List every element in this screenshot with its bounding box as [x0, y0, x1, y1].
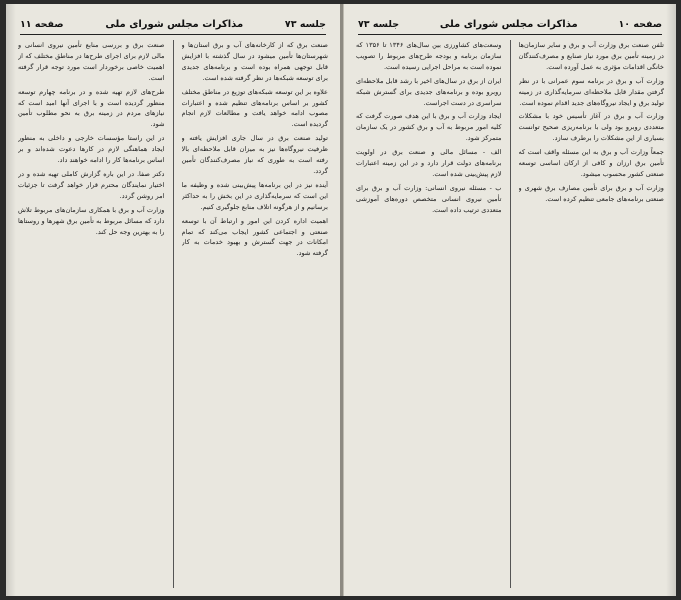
paragraph: تولید صنعت برق در سال جاری افزایش یافته و ظرفیت نیروگاه‌ها نیز به میزان قابل ملاحظه‌ای بالا رفته است به طوری که نیاز مصرف‌کنندگان تأمین گردد.: [181, 134, 328, 175]
text-column-left: [356, 40, 502, 588]
paragraph: وسعت‌های کشاورزی بین سال‌های ۱۳۴۶ تا ۱۳۵۶ که سازمان برنامه و بودجه طرح‌های مربوط را تصویب نموده است به مراحل اجرایی رسیده است.: [356, 41, 502, 71]
right-page: [343, 4, 676, 596]
text-column-right: [182, 40, 329, 588]
paragraph: الف - مسائل مالی و صنعت برق در اولویت برنامه‌های دولت قرار دارد و در این زمینه اعتبارات لازم پیش‌بینی شده است.: [356, 148, 502, 178]
page-edge-shadow: [666, 4, 676, 596]
left-page-header: [20, 14, 326, 35]
paragraph: دکتر صفا. در این باره گزارش کاملی تهیه شده و در اختیار نمایندگان محترم قرار خواهد گرفت تا جزئیات امر روشن گردد.: [18, 169, 165, 200]
paragraph: وزارت آب و برق در برنامه سوم عمرانی با در نظر گرفتن مقدار قابل ملاحظه‌ای سرمایه‌گذاری در زمینه تولید برق و ایجاد نیروگاه‌های جدید اقدام نموده است.: [518, 76, 664, 107]
paragraph: طرح‌های لازم تهیه شده و در برنامه چهارم توسعه منظور گردیده است و با اجرای آنها امید است که نیازهای مردم در زمینه برق به نحو مطلوب تأمین شود.: [18, 87, 165, 129]
text-column-right: [519, 40, 665, 588]
paragraph: وزارت آب و برق برای تأمین مصارف برق شهری و صنعتی برنامه‌های جامعی تنظیم کرده است.: [518, 183, 664, 203]
session-label: جلسه ۷۳: [284, 18, 326, 30]
book-spread: [6, 4, 675, 596]
paragraph: علاوه بر این توسعه شبکه‌های توزیع در مناطق مختلف کشور بر اساس برنامه‌های تنظیم شده و اعتبارات مصوب ادامه خواهد یافت و مطالعات لازم انجام گردیده است.: [181, 87, 328, 129]
paragraph: آینده نیز در این برنامه‌ها پیش‌بینی شده و وظیفه ما این است که سرمایه‌گذاری در این بخش را به حداکثر برسانیم و از هرگونه اتلاف منابع جلوگیری کنیم.: [181, 180, 328, 211]
left-page: [6, 4, 341, 596]
paragraph: ایجاد وزارت آب و برق با این هدف صورت گرفت که کلیه امور مربوط به آب و برق کشور در یک سازمان متمرکز شود.: [356, 112, 502, 143]
paragraph: صنعت برق و بررسی منابع تأمین نیروی انسانی و مالی لازم برای اجرای طرح‌ها در مناطق مختلف که از اهمیت خاصی برخوردار است مورد توجه قرار گرفته است.: [18, 41, 165, 82]
column-divider: [510, 40, 511, 588]
paragraph: ایران از برق در سال‌های اخیر با رشد قابل ملاحظه‌ای روبرو بوده و برنامه‌های جدیدی برای گسترش شبکه سراسری در دست اجراست.: [356, 76, 502, 107]
page-number: صفحه ۱۱: [20, 18, 64, 30]
session-label: جلسه ۷۳: [358, 18, 400, 30]
paragraph: تلفن صنعت برق وزارت آب و برق و سایر سازمان‌ها در زمینه تأمین برق مورد نیاز صنایع و مصرف‌کنندگان خانگی اقدامات مؤثری به عمل آورده است.: [518, 41, 664, 71]
paragraph: وزارت آب و برق با همکاری سازمان‌های مربوط تلاش دارد که مسائل مربوط به تأمین برق شهرها و روستاها را به بهترین وجه حل کند.: [18, 205, 165, 236]
paragraph: صنعت برق که از کارخانه‌های آب و برق استان‌ها و شهرستان‌ها تأمین میشود در سال گذشته با افزایش قابل توجهی همراه بوده است و برنامه‌های جدیدی برای توسعه شبکه‌ها در نظر گرفته شده است.: [181, 41, 328, 82]
paragraph: اهمیت اداره کردن این امور و ارتباط آن با توسعه صنعتی و اجتماعی کشور ایجاب می‌کند که تمام امکانات در جهت گسترش و بهبود خدمات به کار گرفته شود.: [181, 216, 328, 258]
paragraph: در این راستا مؤسسات خارجی و داخلی به منظور ایجاد هماهنگی لازم در کارها دعوت شده‌اند و بر اساس برنامه‌ها کار را ادامه خواهند داد.: [18, 134, 165, 165]
paragraph: وزارت آب و برق در آغاز تأسیس خود با مشکلات متعددی روبرو بود ولی با برنامه‌ریزی صحیح توانست بسیاری از این مشکلات را برطرف سازد.: [518, 112, 664, 143]
page-edge-shadow: [6, 4, 16, 596]
paragraph: جمعاً وزارت آب و برق به این مسئله واقف است که تأمین برق ارزان و کافی از ارکان اساسی توسعه صنعتی کشور محسوب میشود.: [518, 148, 664, 178]
paragraph: ب - مسئله نیروی انسانی: وزارت آب و برق برای تأمین نیروی انسانی متخصص دوره‌های آموزشی متعددی ترتیب داده است.: [356, 183, 502, 214]
left-page-columns: [18, 40, 328, 588]
publication-title: مذاکرات مجلس شورای ملی: [439, 18, 578, 30]
right-page-columns: [356, 40, 664, 588]
text-column-left: [18, 40, 165, 588]
right-page-header: [358, 14, 662, 35]
column-divider: [173, 40, 174, 588]
page-number: صفحه ۱۰: [618, 18, 662, 30]
publication-title: مذاکرات مجلس شورای ملی: [105, 18, 244, 30]
